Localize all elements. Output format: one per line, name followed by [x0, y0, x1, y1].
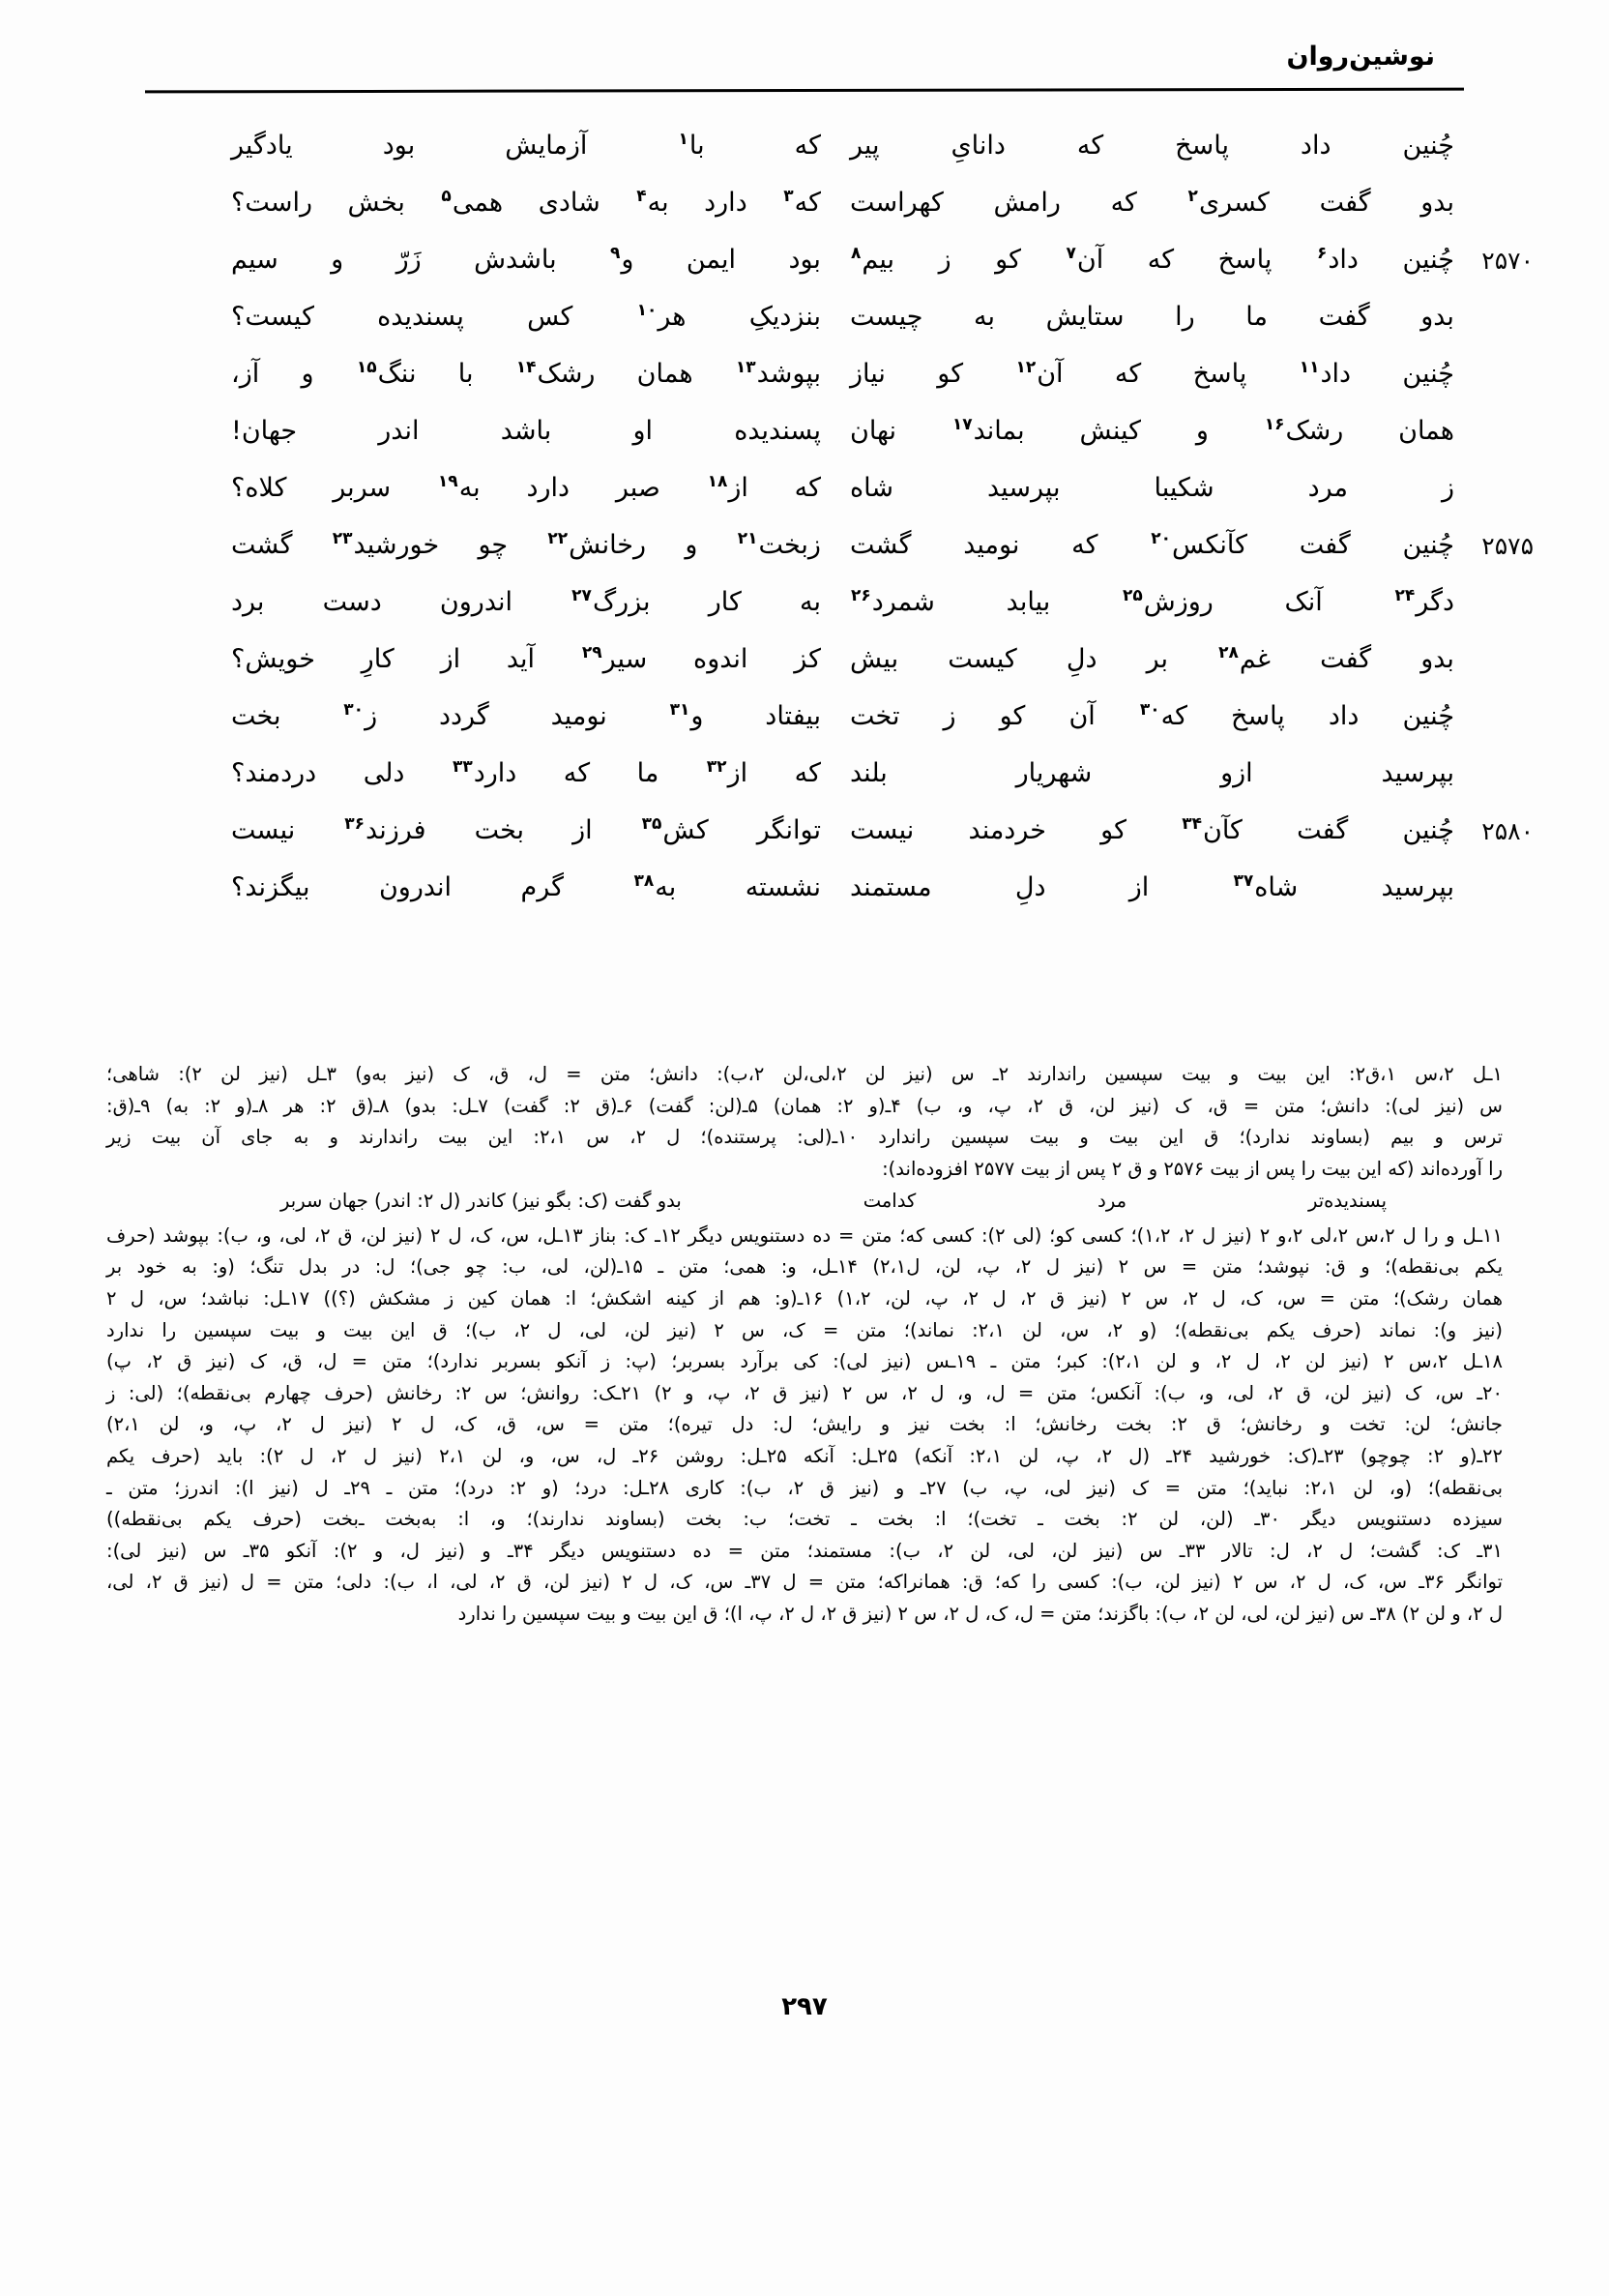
- footnote-marker[interactable]: ۱۳: [735, 358, 756, 377]
- hemistich-left: [231, 523, 850, 562]
- footnote-marker[interactable]: ۲۲: [547, 529, 569, 548]
- footnote-marker[interactable]: ۲۵: [1122, 586, 1143, 605]
- verse-row: [145, 352, 1464, 409]
- footnote-marker[interactable]: ۶: [1316, 244, 1328, 263]
- footnote-line: ۲۰ـ س، ک (نیز لن، ق ۲، لی، و، ب): آنکس؛ متن = ل، و، ل ۲، س ۲ (نیز ق ۲، پ، و ۲) ۲۱ـک: روانش؛ س ۲: رخانش (حرف چهارم بی‌نقطه)؛ (لی: ز: [106, 1381, 1503, 1404]
- hemistich-left: [231, 181, 850, 220]
- footnote-line: س (نیز لی): دانش؛ متن = ق، ک (نیز لن، ق ۲، پ، و، ب) ۴ـ(و ۲: همان) ۵ـ(لن: گفت) ۶ـ(ق ۲: گفت) ۷ـل: بدو) ۸ـ(ق ۲: هر ۸ـ(و ۲: به) ۹ـ(ق:: [106, 1094, 1503, 1117]
- footnote-marker[interactable]: ۳۵: [641, 814, 662, 834]
- footnote-line: ۱۱ـل و را ل ۲،س ۲،لی ۲،و ۲ (نیز ل ۲، ۱،۲)؛ کسی کو؛ (لی ۲): کسی که؛ متن = ده دستنویس دیگر ۱۲ـ ک: بناز ۱۳ـل، س، ک، ل ۲ (نیز لن، ق ۲، لی، و، ب): بپوشد (حرف: [106, 1223, 1503, 1247]
- hemistich-text: زبخت$^{۲۱}$ و رخانش$^{۲۲}$ چو خورشید$^{۲۳}$ گشت: [231, 529, 821, 560]
- hemistich-right: [850, 352, 1464, 391]
- variant-reading-row: [106, 1186, 1503, 1217]
- verse-row: [145, 866, 1464, 923]
- footnote-marker[interactable]: ۲: [1187, 187, 1198, 206]
- verse-block: [145, 124, 1534, 923]
- hemistich-left: [231, 694, 850, 733]
- hemistich-text: به کار بزرگ$^{۲۷}$ اندرون دست برد: [231, 586, 821, 617]
- footnote-marker[interactable]: ۳۰: [343, 700, 365, 720]
- hemistich-text: بپوشد$^{۱۳}$ همان رشک$^{۱۴}$ با ننگ$^{۱۵}$ و آز،: [231, 358, 822, 389]
- footnote-marker[interactable]: ۱۶: [1264, 415, 1285, 434]
- hemistich-text: ز مرد شکیبا بپرسید شاه: [850, 473, 1455, 503]
- verse-row: [145, 694, 1464, 751]
- footnote-marker[interactable]: ۳۶: [344, 814, 366, 834]
- footnote-marker[interactable]: ۳۰: [1139, 700, 1160, 720]
- footnote-marker[interactable]: ۱۴: [515, 358, 537, 377]
- hemistich-left: [231, 580, 850, 619]
- hemistich-right: [850, 295, 1464, 334]
- hemistich-text: دگر$^{۲۴}$ آنک روزش$^{۲۵}$ بیابد شمرد$^{۲۶}$: [851, 586, 1455, 617]
- verse-row: [145, 466, 1464, 523]
- header-rule: [145, 88, 1464, 94]
- footnote-line: ۱ـل ۲،س ۱،ق۲: این بیت و بیت سپسین راندارند ۲ـ س (نیز لن ۲،لی،لن ۲،ب): دانش؛ متن = ل، ق، ک (نیز به‌و) ۳ـل (نیز لن ۲): شاهی؛: [106, 1063, 1503, 1085]
- hemistich-text: بدو گفت غم$^{۲۸}$ بر دلِ کیست بیش: [850, 643, 1454, 674]
- running-head-title: نوشین‌روان: [1286, 42, 1435, 72]
- footnote-line: (نیز و): نماند (حرف یکم بی‌نقطه)؛ (و ۲، س، لن ۲،۱: نماند)؛ متن = ک، س ۲ (نیز لن، لی، ل ۲، ب)؛ ق این بیت و بیت سپسین را ندارد: [106, 1318, 1504, 1341]
- hemistich-text: چُنین داد پاسخ که$^{۳۰}$ آن کو ز تخت: [850, 700, 1455, 731]
- hemistich-text: بدو گفت ما را ستایش به چیست: [850, 302, 1454, 332]
- verse-row: [145, 238, 1534, 295]
- hemistich-left: [231, 295, 850, 334]
- variant-reading-item: بدو گفت (ک: بگو نیز) کاندر (ل ۲: اندر) جهان سربر: [280, 1190, 682, 1213]
- footnote-line: را آورده‌اند (که این بیت را پس از بیت ۲۵۷۶ و ق ۲ پس از بیت ۲۵۷۷ افزوده‌اند):: [882, 1157, 1503, 1180]
- footnote-line: ل ۲، و لن ۲) ۳۸ـ س (نیز لن، لی، لن ۲، ب): باگزند؛ متن = ل، ک، ل ۲، س ۲ (نیز ق ۲، ل ۲، پ، ا)؛ ق این بیت و بیت سپسین را ندارد: [457, 1602, 1503, 1625]
- hemistich-left: [231, 238, 850, 277]
- footnote-marker[interactable]: ۸: [851, 244, 862, 263]
- verse-row: [145, 809, 1534, 866]
- footnote-marker[interactable]: ۲۷: [571, 586, 592, 605]
- footnote-line: جانش؛ لن: تخت و رخانش؛ ق ۲: بخت رخانش؛ ا: بخت نیز و رایش؛ ل: دل تیره)؛ متن = س، ق، ک، ل ۲ (نیز ل ۲، پ، و، لن ۲،۱): [106, 1413, 1503, 1436]
- page-number: ۲۹۷: [781, 1992, 828, 2021]
- hemistich-left: [231, 466, 850, 505]
- footnote-marker[interactable]: ۳۸: [633, 871, 655, 891]
- variant-reading-item: پسندیده‌تر: [1307, 1190, 1387, 1213]
- hemistich-text: بپرسید ازو شهریار بلند: [850, 758, 1454, 788]
- footnote-marker[interactable]: ۲۶: [851, 586, 871, 605]
- footnote-marker[interactable]: ۱۹: [437, 472, 458, 491]
- hemistich-right: [850, 409, 1464, 448]
- verse-number: ۲۵۸۰: [1481, 817, 1534, 845]
- hemistich-text: که با$^۱$ آزمایش بود یادگیر: [231, 130, 822, 161]
- hemistich-right: [850, 181, 1464, 220]
- hemistich-left: [231, 809, 850, 847]
- hemistich-text: پسندیده او باشد اندر جهان!: [231, 416, 821, 446]
- footnote-marker[interactable]: ۳۴: [1182, 814, 1202, 834]
- footnote-marker[interactable]: ۲۴: [1394, 586, 1416, 605]
- footnote-marker[interactable]: ۳۳: [452, 757, 473, 777]
- footnote-line: یکم بی‌نقطه)؛ و ق: نپوشد؛ متن = س ۲ (نیز ل ۲، پ، لن، ل۲،۱) ۱۴ـل، و: همی؛ متن ـ ۱۵ـ(لن، لی، ب: چو جی)؛ ل: در بدل تنگ؛ (و: به خود بر: [106, 1255, 1503, 1279]
- footnote-marker[interactable]: ۱: [678, 130, 688, 149]
- hemistich-text: توانگر کش$^{۳۵}$ از بخت فرزند$^{۳۶}$ نیست: [231, 814, 821, 845]
- footnote-line: همان رشک)؛ متن = س، ک، ل ۲، س ۲ (نیز ق ۲، ل ۲، پ، لن، ۱،۲) ۱۶ـ(و: هم از کینه اشکش؛ ا: همان کین ز مشکش (؟)) ۱۷ـل: نباشد؛ س، ل ۲: [106, 1287, 1504, 1310]
- hemistich-left: [231, 124, 850, 162]
- footnote-line: سیزده دستنویس دیگر ۳۰ـ (لن، لن ۲: بخت ـ تخت)؛ ا: بخت ـ تخت؛ ب: بخت (بساوند ندارند)؛ و، ا: به‌بخت ـ‌بخت (حرف یکم بی‌نقطه)): [106, 1508, 1503, 1531]
- variant-reading-item: مرد: [1097, 1190, 1127, 1213]
- footnote-marker[interactable]: ۲۹: [581, 643, 602, 662]
- hemistich-right: [850, 694, 1464, 733]
- hemistich-text: بود ایمن و$^۹$ باشدش زَرّ و سیم: [231, 244, 821, 275]
- variant-reading-item: کدامت: [863, 1190, 917, 1213]
- footnote-marker[interactable]: ۳۱: [669, 700, 690, 720]
- hemistich-left: [231, 751, 850, 790]
- hemistich-right: [850, 466, 1464, 505]
- hemistich-text: چُنین گفت کآنکس$^{۲۰}$ که نومید گشت: [850, 529, 1454, 560]
- running-head: [145, 43, 1464, 101]
- verse-row: [145, 124, 1464, 181]
- verse-number: ۲۵۷۰: [1481, 247, 1534, 275]
- hemistich-left: [231, 352, 850, 391]
- hemistich-text: که از$^{۱۸}$ صبر دارد به$^{۱۹}$ سربر کلاه؟: [231, 472, 821, 503]
- footnote-marker[interactable]: ۱۲: [1015, 358, 1037, 377]
- footnote-marker[interactable]: ۲۰: [1151, 529, 1172, 548]
- hemistich-right: [850, 238, 1534, 277]
- hemistich-text: کز اندوه سیر$^{۲۹}$ آید از کارِ خویش؟: [231, 643, 821, 674]
- footnote-marker[interactable]: ۱۸: [707, 472, 728, 491]
- hemistich-left: [231, 866, 850, 904]
- hemistich-text: بدو گفت کسری$^۲$ که رامش کهراست: [850, 187, 1454, 218]
- footnote-marker[interactable]: ۲۱: [737, 529, 758, 548]
- hemistich-right: [850, 866, 1464, 904]
- hemistich-left: [231, 637, 850, 676]
- verse-row: [145, 409, 1464, 466]
- verse-row: [145, 637, 1464, 694]
- footnote-line: توانگر ۳۶ـ س، ک، ل ۲، س ۲ (نیز لن، ب): کسی را که؛ ق: همانراکه؛ متن = ل ۳۷ـ س، ک، ل ۲ (نیز لن، ق ۲، لی، ا، ب): دلی؛ متن = ل (نیز ق ۲، لی،: [106, 1571, 1504, 1594]
- footnote-line: ۳۱ـ ک: گشت؛ ل ۲، ل: تالار ۳۳ـ س (نیز لن، لی، لن ۲، ب): مستمند؛ متن = ده دستنویس دیگر ۳۴ـ و (نیز ل، و ۲): آنکو ۳۵ـ س (نیز لی):: [106, 1539, 1503, 1562]
- hemistich-text: بیفتاد و$^{۳۱}$ نومید گردد ز$^{۳۰}$ بخت: [231, 700, 822, 731]
- hemistich-text: چُنین گفت کآن$^{۳۴}$ کو خردمند نیست: [850, 814, 1454, 845]
- footnote-marker[interactable]: ۵: [441, 187, 452, 206]
- footnote-line: ترس و بیم (بساوند ندارد)؛ ق این بیت و بیت سپسین راندارد ۱۰ـ(لی: پرستنده)؛ ل ۲، س ۲،۱: این بیت راندارند و به جای آن بیت زیر: [106, 1126, 1504, 1149]
- hemistich-text: بپرسید شاه$^{۳۷}$ از دلِ مستمند: [850, 871, 1454, 902]
- verse-row: [145, 295, 1464, 352]
- footnote-marker[interactable]: ۳۲: [706, 757, 727, 777]
- verse-row: [145, 181, 1464, 238]
- footnote-marker[interactable]: ۱۰: [636, 301, 658, 320]
- hemistich-text: که$^۳$ دارد به$^۴$ شادی همی$^۵$ بخش راست؟: [231, 187, 821, 218]
- hemistich-text: بنزدیکِ هر$^{۱۰}$ کس پسندیده کیست؟: [231, 301, 821, 332]
- hemistich-left: [231, 409, 850, 448]
- hemistich-right: [850, 124, 1464, 162]
- verse-number: ۲۵۷۵: [1481, 532, 1534, 560]
- hemistich-text: که از$^{۳۲}$ ما که دارد$^{۳۳}$ دلی دردمند؟: [231, 757, 821, 788]
- hemistich-text: نشسته به$^{۳۸}$ گرم اندرون بیگزند؟: [231, 871, 822, 902]
- hemistich-right: [850, 751, 1464, 790]
- footnote-marker[interactable]: ۳۷: [1233, 871, 1254, 891]
- hemistich-text: همان رشک$^{۱۶}$ و کینش بماند$^{۱۷}$ نهان: [850, 415, 1455, 446]
- footnote-marker[interactable]: ۲۸: [1218, 643, 1239, 662]
- footnote-line: ۲۲ـ(و ۲: چوچو) ۲۳ـ(ک: خورشید ۲۴ـ (ل ۲، پ، لن ۲،۱: آنکه) ۲۵ـل: آنکه ۲۵ـل: روشن ۲۶ـ ل، س، و، لن ۲،۱ (نیز ل ۲، ل ۲): باید (حرف یکم: [106, 1444, 1503, 1467]
- verse-row: [145, 751, 1464, 809]
- footnote-marker[interactable]: ۳: [783, 187, 794, 206]
- verse-row: [145, 523, 1534, 580]
- hemistich-text: چُنین داد$^۶$ پاسخ که آن$^۷$ کو ز بیم$^۸$: [851, 244, 1454, 275]
- footnote-marker[interactable]: ۱۱: [1299, 358, 1320, 377]
- footnote-marker[interactable]: ۱۷: [951, 415, 973, 434]
- footnote-line: بی‌نقطه)؛ (و، لن ۲،۱: نباید)؛ متن = ک (نیز لی، پ، ب) ۲۷ـ و (نیز ق ۲، ب): کاری ۲۸ـل: درد؛ (و ۲: درد)؛ متن ـ ۲۹ـ ل (نیز ا): اندرز؛ متن ـ: [106, 1476, 1503, 1499]
- footnote-marker[interactable]: ۴: [636, 187, 647, 206]
- hemistich-right: [850, 637, 1464, 676]
- hemistich-text: چُنین داد پاسخ که دانایِ پیر: [850, 131, 1454, 161]
- footnote-marker[interactable]: ۹: [610, 244, 621, 263]
- footnote-marker[interactable]: ۱۵: [356, 358, 377, 377]
- hemistich-right: [850, 809, 1534, 847]
- verse-row: [145, 580, 1464, 637]
- footnote-marker[interactable]: ۲۳: [332, 529, 353, 548]
- hemistich-right: [850, 523, 1534, 562]
- footnote-apparatus: [106, 1059, 1503, 1630]
- footnote-marker[interactable]: ۷: [1066, 244, 1076, 263]
- hemistich-right: [850, 580, 1464, 619]
- footnote-line: ۱۸ـل ۲،س ۲ (نیز لن ۲، ل ۲، و لن ۲،۱): کبر؛ متن ـ ۱۹ـس (نیز لی): کی برآرد بسربر؛ (پ: ز آنکو بسربر ندارد)؛ متن = ل، ق، ک (نیز ق ۲، پ): [106, 1350, 1504, 1373]
- hemistich-text: چُنین داد$^{۱۱}$ پاسخ که آن$^{۱۲}$ کو نیاز: [850, 358, 1454, 389]
